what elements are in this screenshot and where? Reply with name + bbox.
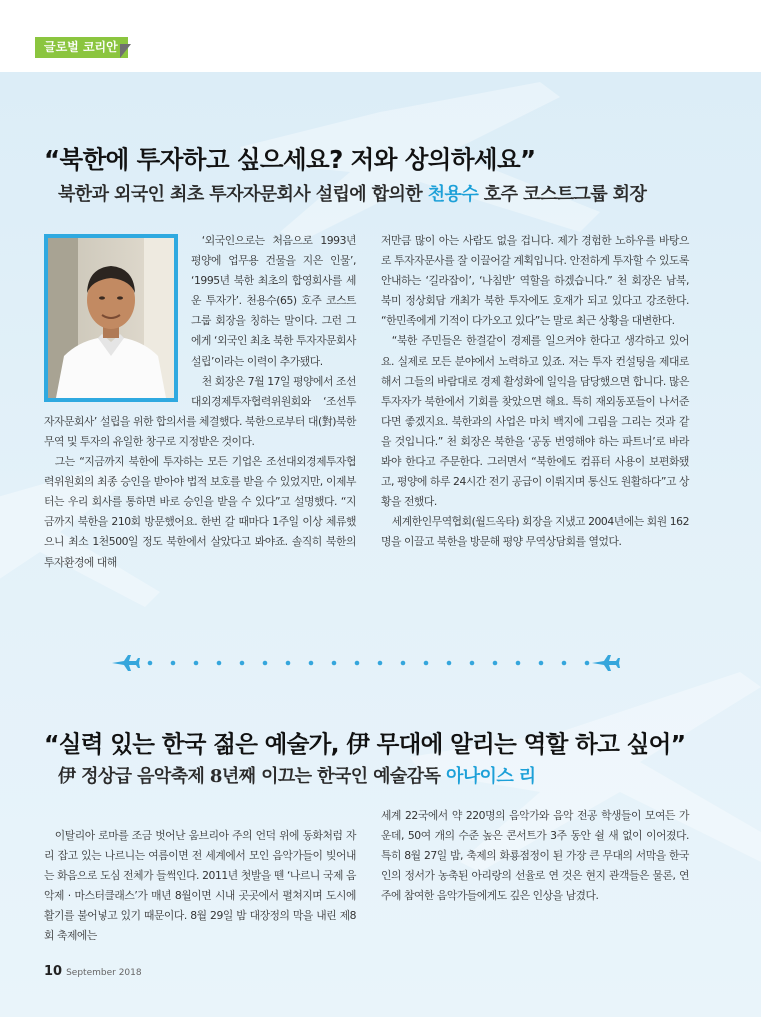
portrait-image-icon <box>48 238 174 398</box>
article1-subhead-pre: 북한과 외국인 최초 투자자문회사 설립에 합의한 <box>58 184 428 205</box>
article2-paragraph-2: 세계 22국에서 약 220명의 음악가와 음악 전공 학생들이 모여든 가운데, 50여 개의 수준 높은 콘서트가 3주 동안 쉴 새 없이 이어졌다. 특히 8월 27일 밤, 축제의 화룡점정이 된 가장 큰 무대의 서막을 한국인의 정서가 농축된 아리랑의 선율로 연 것은 현지 관객들은 물론, 연주에 참여한 음악가들에게도 깊은 인상을 남겼다. <box>381 809 689 903</box>
article2-subhead-name: 아나이스 리 <box>445 766 536 787</box>
article1-subhead-post: 호주 코스트그룹 회장 <box>478 184 647 205</box>
article1-subhead <box>58 180 646 206</box>
article1-column-2 <box>381 231 689 553</box>
article2-column-2 <box>381 806 689 906</box>
article2-column-1 <box>44 826 356 947</box>
section-label: 글로벌 코리안 <box>35 37 128 58</box>
page-number: 10 <box>44 964 63 979</box>
article1-paragraph-5: “북한 주민들은 한결같이 경제를 일으켜야 한다고 생각하고 있어요. 실제로 모든 분야에서 노력하고 있죠. 저는 투자 컨설팅을 제대로 해서 그들의 바람대로 경제 활성화에 일익을 담당했으면 합니다. 많은 투자자가 북한에서 기회를 찾았으면 해요. 특히 재외동포들이 나서준다면 좋겠지요. 북한과의 사업은 마치 백지에 그림을 그리는 것과 같을 것입니다.” 천 회장은 북한을 ‘공동 번영해야 하는 파트너’로 바라봐야 한다고 주문한다. 그러면서 “북한에도 컴퓨터 사용이 보편화됐고, 평양에 하루 24시간 전기 공급이 이뤄지며 통신도 원활하다”고 상황을 전했다. <box>381 334 689 509</box>
article1-paragraph-6: 세계한인무역협회(월드옥타) 회장을 지냈고 2004년에는 회원 162명을 이끌고 북한을 방문해 평양 무역상담회를 열었다. <box>381 515 689 549</box>
issue-date: September 2018 <box>66 968 142 978</box>
article1-subhead-name: 천용수 <box>427 184 479 205</box>
article2-headline: “실력 있는 한국 젊은 예술가, 伊 무대에 알리는 역할 하고 싶어” <box>44 730 686 758</box>
article2-paragraph-1: 이탈리아 로마를 조금 벗어난 움브리아 주의 언덕 위에 동화처럼 자리 잡고 있는 나르니는 여름이면 전 세계에서 모인 음악가들이 빚어내는 화음으로 도심 전체가 들썩인다. 2011년 첫발을 뗀 ‘나르니 국제 음악제 · 마스터클래스’가 매년 8월이면 시내 곳곳에서 펼쳐지며 도시에 활기를 불어넣고 있기 때문이다. 8월 29일 밤 대장정의 막을 내린 제8회 축제에는 <box>44 829 356 943</box>
portrait-photo <box>44 234 178 402</box>
section-label-fold <box>120 44 131 58</box>
article1-paragraph-3: 그는 “지금까지 북한에 투자하는 모든 기업은 조선대외경제투자협력위원회의 최종 승인을 받아야 법적 보호를 받을 수 있었지만, 이제부터는 우리 회사를 통하면 바로 승인을 받을 수 있다”고 설명했다. “지금까지 북한을 210회 방문했어요. 한번 갈 때마다 1주일 이상 체류했으니 최소 1천500일 정도 북한에서 살았다고 봐야죠. 솔직히 북한의 투자환경에 대해 <box>44 455 356 569</box>
article1-paragraph-1: ‘외국인으로는 처음으로 1993년 평양에 업무용 건물을 지은 인물’, ‘1995년 북한 최초의 합영회사를 세운 투자가’. 천용수(65) 호주 코스트그룹 회장을 칭하는 말이다. 그런 그에게 ‘외국인 최초 북한 투자자문회사 설립’이라는 이력이 추가됐다. <box>191 234 356 368</box>
article1-headline: “북한에 투자하고 싶으세요? 저와 상의하세요” <box>44 145 536 174</box>
article1-paragraph-2: 천 회장은 7월 17일 평양에서 조선대외경제투자협력위원회와 ‘조선투자자문회사’ 설립을 위한 합의서를 체결했다. 북한으로부터 대(對)북한 무역 및 투자의 유일한 창구로 지정받은 것이다. <box>44 374 356 448</box>
airplane-right-icon <box>592 655 620 671</box>
article1-column-1 <box>44 231 356 573</box>
airplane-left-icon <box>112 655 140 671</box>
article2-subhead-pre: 伊 정상급 음악축제 8년째 이끄는 한국인 예술감독 <box>58 766 446 787</box>
page-footer <box>44 964 142 979</box>
article2-subhead <box>58 762 536 788</box>
section-divider <box>110 652 622 674</box>
article1-paragraph-4: 저만큼 많이 아는 사람도 없을 겁니다. 제가 경험한 노하우를 바탕으로 투자자문사를 잘 이끌어갈 계획입니다. 안전하게 투자할 수 있도록 안내하는 ‘길라잡이’, ‘나침반’ 역할을 하겠습니다.” 천 회장은 남북, 북미 정상회담 개최가 북한 투자에도 호재가 되고 있다고 강조한다. “한민족에게 기적이 다가오고 있다”는 말로 최근 상황을 대변한다. <box>381 234 689 328</box>
